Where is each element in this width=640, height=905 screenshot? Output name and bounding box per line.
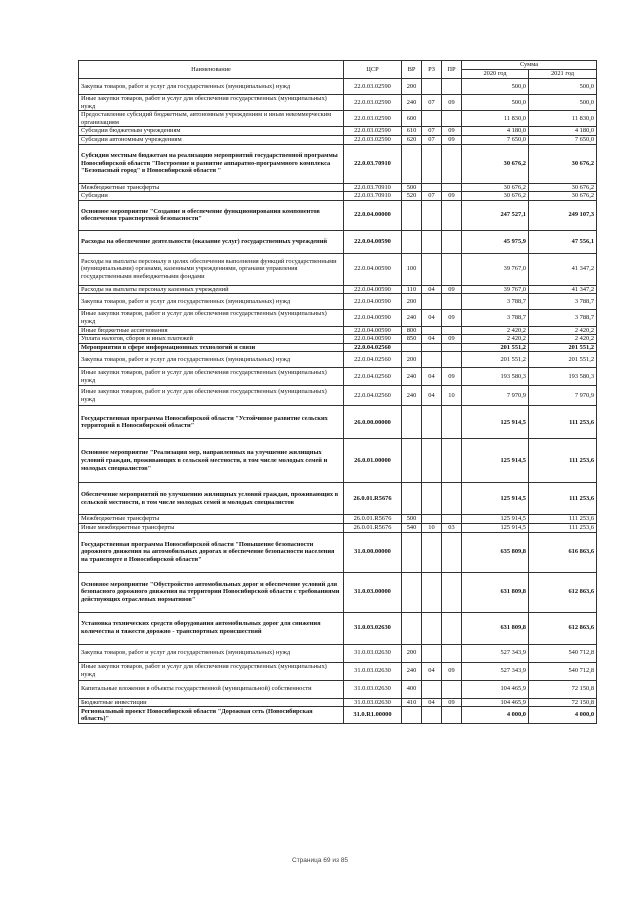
row-pr <box>442 483 462 515</box>
row-pr <box>442 183 462 192</box>
table-row <box>79 698 597 707</box>
row-vr: 240 <box>402 310 422 326</box>
table-row <box>79 644 597 662</box>
header-name: Наименование <box>79 61 344 79</box>
row-vr: 240 <box>402 368 422 386</box>
row-pr: 10 <box>442 386 462 406</box>
row-csr: 26.0.01.00000 <box>344 439 402 483</box>
row-vr <box>402 343 422 352</box>
row-amount-2020: 7 650,0 <box>462 135 529 144</box>
page-number: Страница 69 из 85 <box>292 857 348 864</box>
row-pr: 09 <box>442 310 462 326</box>
row-amount-2020: 500,0 <box>462 79 529 95</box>
row-amount-2020: 7 970,9 <box>462 386 529 406</box>
row-amount-2020: 39 767,0 <box>462 253 529 285</box>
row-name: Основное мероприятие "Создание и обеспечение функционирования компонентов обеспечения транспортной безопасности" <box>79 200 344 230</box>
row-amount-2020: 125 914,5 <box>462 439 529 483</box>
row-name: Иные закупки товаров, работ и услуг для обеспечения государственных (муниципальных) нужд <box>79 95 344 111</box>
table-row <box>79 612 597 644</box>
row-amount-2020: 201 551,2 <box>462 343 529 352</box>
row-name: Иные межбюджетные трансферты <box>79 523 344 532</box>
header-year-2021: 2021 год <box>529 70 597 79</box>
row-rz <box>422 644 442 662</box>
row-amount-2021: 30 676,2 <box>529 144 597 183</box>
row-pr <box>442 111 462 127</box>
table-row <box>79 386 597 406</box>
row-name: Межбюджетные трансферты <box>79 183 344 192</box>
row-name: Установка технических средств оборудования автомобильных дорог для снижения количества и тяжести дорожно - транспортных происшествий <box>79 612 344 644</box>
row-pr <box>442 515 462 524</box>
row-vr: 540 <box>402 523 422 532</box>
row-amount-2020: 104 465,9 <box>462 698 529 707</box>
row-rz <box>422 230 442 253</box>
row-csr: 22.0.04.00590 <box>344 253 402 285</box>
row-vr <box>402 406 422 439</box>
row-pr <box>442 680 462 698</box>
row-rz <box>422 572 442 612</box>
row-pr <box>442 707 462 724</box>
row-pr <box>442 326 462 335</box>
row-amount-2020: 500,0 <box>462 95 529 111</box>
budget-table <box>78 60 597 724</box>
row-rz <box>422 79 442 95</box>
budget-table-container <box>78 60 596 724</box>
row-vr: 200 <box>402 79 422 95</box>
row-rz: 04 <box>422 386 442 406</box>
row-amount-2021: 7 970,9 <box>529 386 597 406</box>
row-vr <box>402 707 422 724</box>
table-row <box>79 135 597 144</box>
table-row <box>79 335 597 344</box>
row-pr <box>442 406 462 439</box>
row-name: Субсидии бюджетным учреждениям <box>79 127 344 136</box>
row-amount-2021: 111 253,6 <box>529 515 597 524</box>
row-amount-2021: 249 107,3 <box>529 200 597 230</box>
row-name: Закупка товаров, работ и услуг для государственных (муниципальных) нужд <box>79 352 344 368</box>
row-csr: 26.0.01.R5676 <box>344 523 402 532</box>
row-amount-2021: 47 556,1 <box>529 230 597 253</box>
row-pr: 09 <box>442 95 462 111</box>
row-csr: 22.0.04.00590 <box>344 294 402 310</box>
row-amount-2021: 72 150,8 <box>529 698 597 707</box>
row-csr: 31.0.03.02630 <box>344 612 402 644</box>
row-amount-2021: 500,0 <box>529 79 597 95</box>
table-row <box>79 326 597 335</box>
table-row <box>79 343 597 352</box>
row-amount-2020: 45 975,9 <box>462 230 529 253</box>
row-rz <box>422 253 442 285</box>
row-rz <box>422 483 442 515</box>
row-name: Предоставление субсидий бюджетным, автономным учреждениям и иным некоммерческим организациям <box>79 111 344 127</box>
row-rz <box>422 111 442 127</box>
table-row <box>79 183 597 192</box>
table-header <box>79 61 597 79</box>
row-amount-2020: 527 343,9 <box>462 644 529 662</box>
row-amount-2020: 3 788,7 <box>462 310 529 326</box>
table-body <box>79 79 597 724</box>
row-vr: 610 <box>402 127 422 136</box>
row-amount-2020: 527 343,9 <box>462 662 529 680</box>
row-csr: 31.0.03.02630 <box>344 644 402 662</box>
row-name: Иные закупки товаров, работ и услуг для обеспечения государственных (муниципальных) нужд <box>79 386 344 406</box>
row-amount-2020: 3 788,7 <box>462 294 529 310</box>
table-row <box>79 406 597 439</box>
row-name: Межбюджетные трансферты <box>79 515 344 524</box>
row-amount-2021: 500,0 <box>529 95 597 111</box>
row-rz <box>422 707 442 724</box>
row-vr <box>402 200 422 230</box>
row-pr <box>442 532 462 572</box>
row-name: Обеспечение мероприятий по улучшению жилищных условий граждан, проживающих в сельской местности, в том числе молодых семей и молодых специалистов <box>79 483 344 515</box>
row-rz <box>422 515 442 524</box>
row-vr: 800 <box>402 326 422 335</box>
row-rz: 04 <box>422 285 442 294</box>
row-vr: 500 <box>402 183 422 192</box>
row-vr: 240 <box>402 386 422 406</box>
row-amount-2020: 125 914,5 <box>462 523 529 532</box>
row-pr <box>442 294 462 310</box>
row-name: Расходы на обеспечение деятельности (оказание услуг) государственных учреждений <box>79 230 344 253</box>
row-csr: 26.0.00.00000 <box>344 406 402 439</box>
row-rz <box>422 144 442 183</box>
row-rz <box>422 406 442 439</box>
row-rz: 07 <box>422 95 442 111</box>
row-pr: 03 <box>442 523 462 532</box>
row-amount-2020: 635 809,8 <box>462 532 529 572</box>
table-row <box>79 572 597 612</box>
row-amount-2020: 631 809,8 <box>462 572 529 612</box>
row-vr: 620 <box>402 135 422 144</box>
row-name: Иные закупки товаров, работ и услуг для обеспечения государственных (муниципальных) нужд <box>79 368 344 386</box>
row-amount-2021: 2 420,2 <box>529 326 597 335</box>
row-pr <box>442 144 462 183</box>
header-sum: Сумма <box>462 61 597 70</box>
row-amount-2020: 631 809,8 <box>462 612 529 644</box>
row-rz <box>422 532 442 572</box>
row-pr <box>442 200 462 230</box>
row-amount-2021: 3 788,7 <box>529 310 597 326</box>
row-csr: 22.0.04.02560 <box>344 386 402 406</box>
row-rz: 07 <box>422 135 442 144</box>
row-amount-2021: 7 650,0 <box>529 135 597 144</box>
row-name: Расходы на выплаты персоналу в целях обеспечения выполнения функций государственными (муниципальными) органами, казенными учреждениями, органами управления государственными внебюджетными фондами <box>79 253 344 285</box>
row-csr: 22.0.03.70910 <box>344 183 402 192</box>
row-vr: 200 <box>402 294 422 310</box>
row-vr: 410 <box>402 698 422 707</box>
row-amount-2020: 125 914,5 <box>462 515 529 524</box>
row-pr: 09 <box>442 127 462 136</box>
row-amount-2021: 111 253,6 <box>529 483 597 515</box>
row-pr <box>442 352 462 368</box>
row-name: Закупка товаров, работ и услуг для государственных (муниципальных) нужд <box>79 79 344 95</box>
row-name: Региональный проект Новосибирской области "Дорожная сеть (Новосибирская область)" <box>79 707 344 724</box>
table-row <box>79 285 597 294</box>
row-csr: 22.0.04.00590 <box>344 310 402 326</box>
row-amount-2021: 540 712,8 <box>529 644 597 662</box>
header-vr: ВР <box>402 61 422 79</box>
row-pr: 09 <box>442 698 462 707</box>
row-csr: 22.0.04.00000 <box>344 200 402 230</box>
row-amount-2021: 111 253,6 <box>529 523 597 532</box>
row-name: Субсидии автономным учреждениям <box>79 135 344 144</box>
row-rz: 04 <box>422 368 442 386</box>
row-vr <box>402 439 422 483</box>
row-name: Капитальные вложения в объекты государственной (муниципальной) собственности <box>79 680 344 698</box>
row-amount-2021: 111 253,6 <box>529 406 597 439</box>
row-amount-2021: 2 420,2 <box>529 335 597 344</box>
row-rz: 07 <box>422 127 442 136</box>
row-csr: 22.0.04.02560 <box>344 368 402 386</box>
row-vr <box>402 612 422 644</box>
row-amount-2020: 193 580,3 <box>462 368 529 386</box>
row-amount-2020: 125 914,5 <box>462 406 529 439</box>
row-rz <box>422 326 442 335</box>
row-pr <box>442 343 462 352</box>
row-pr <box>442 644 462 662</box>
row-amount-2021: 612 863,6 <box>529 572 597 612</box>
row-amount-2020: 4 000,0 <box>462 707 529 724</box>
row-vr: 100 <box>402 253 422 285</box>
row-vr <box>402 483 422 515</box>
row-pr <box>442 253 462 285</box>
row-amount-2021: 111 253,6 <box>529 439 597 483</box>
row-rz: 04 <box>422 335 442 344</box>
row-name: Мероприятия в сфере информационных технологий и связи <box>79 343 344 352</box>
row-name: Иные закупки товаров, работ и услуг для обеспечения государственных (муниципальных) нужд <box>79 662 344 680</box>
row-pr <box>442 439 462 483</box>
table-row <box>79 200 597 230</box>
row-vr: 200 <box>402 352 422 368</box>
row-vr <box>402 572 422 612</box>
row-csr: 22.0.04.00590 <box>344 326 402 335</box>
row-pr <box>442 230 462 253</box>
row-name: Основное мероприятие "Обустройство автомобильных дорог и обеспечение условий для безопасного дорожного движения на территории Новосибирской области с требованиями действующих отраслевых нормативов" <box>79 572 344 612</box>
row-rz <box>422 612 442 644</box>
row-rz: 07 <box>422 192 442 201</box>
row-vr <box>402 230 422 253</box>
row-pr: 09 <box>442 192 462 201</box>
table-row <box>79 662 597 680</box>
row-name: Иные бюджетные ассигнования <box>79 326 344 335</box>
row-amount-2020: 2 420,2 <box>462 335 529 344</box>
row-csr: 31.0.03.02630 <box>344 662 402 680</box>
row-rz: 04 <box>422 310 442 326</box>
row-rz <box>422 343 442 352</box>
row-vr: 110 <box>402 285 422 294</box>
row-csr: 22.0.04.00590 <box>344 335 402 344</box>
table-row <box>79 294 597 310</box>
row-amount-2021: 11 830,0 <box>529 111 597 127</box>
row-amount-2021: 612 863,6 <box>529 612 597 644</box>
row-csr: 22.0.03.02590 <box>344 79 402 95</box>
table-row <box>79 523 597 532</box>
row-csr: 22.0.03.70910 <box>344 192 402 201</box>
row-rz <box>422 200 442 230</box>
row-name: Расходы на выплаты персоналу казенных учреждений <box>79 285 344 294</box>
row-pr: 09 <box>442 368 462 386</box>
row-csr: 26.0.01.R5676 <box>344 483 402 515</box>
row-amount-2020: 201 551,2 <box>462 352 529 368</box>
row-vr: 500 <box>402 515 422 524</box>
row-amount-2021: 201 551,2 <box>529 343 597 352</box>
row-amount-2020: 30 676,2 <box>462 192 529 201</box>
table-row <box>79 253 597 285</box>
row-rz <box>422 439 442 483</box>
row-pr <box>442 79 462 95</box>
row-pr: 09 <box>442 285 462 294</box>
row-amount-2021: 201 551,2 <box>529 352 597 368</box>
header-csr: ЦСР <box>344 61 402 79</box>
row-vr <box>402 144 422 183</box>
row-amount-2021: 72 150,8 <box>529 680 597 698</box>
row-csr: 31.0.03.02630 <box>344 680 402 698</box>
row-csr: 22.0.03.02590 <box>344 127 402 136</box>
row-csr: 22.0.03.02590 <box>344 95 402 111</box>
table-row <box>79 144 597 183</box>
table-row <box>79 680 597 698</box>
row-csr: 22.0.03.70910 <box>344 144 402 183</box>
row-amount-2020: 2 420,2 <box>462 326 529 335</box>
table-row <box>79 439 597 483</box>
row-amount-2020: 39 767,0 <box>462 285 529 294</box>
row-name: Субсидии местным бюджетам на реализацию мероприятий государственной программы Новосибирской области "Построение и развитие аппаратно-программного комплекса "Безопасный город" в Новосибирской области " <box>79 144 344 183</box>
table-row <box>79 368 597 386</box>
row-amount-2021: 616 863,6 <box>529 532 597 572</box>
row-name: Государственная программа Новосибирской области "Устойчивое развитие сельских территорий в Новосибирской области" <box>79 406 344 439</box>
row-csr: 22.0.03.02590 <box>344 135 402 144</box>
row-vr: 200 <box>402 644 422 662</box>
row-amount-2021: 3 788,7 <box>529 294 597 310</box>
row-pr: 09 <box>442 135 462 144</box>
table-row <box>79 352 597 368</box>
row-rz: 04 <box>422 698 442 707</box>
row-csr: 31.0.R1.00000 <box>344 707 402 724</box>
row-vr: 240 <box>402 662 422 680</box>
row-name: Закупка товаров, работ и услуг для государственных (муниципальных) нужд <box>79 294 344 310</box>
row-csr: 22.0.04.00590 <box>344 230 402 253</box>
row-amount-2020: 4 180,0 <box>462 127 529 136</box>
row-name: Иные закупки товаров, работ и услуг для обеспечения государственных (муниципальных) нужд <box>79 310 344 326</box>
row-rz: 04 <box>422 662 442 680</box>
row-amount-2021: 30 676,2 <box>529 192 597 201</box>
row-amount-2021: 41 347,2 <box>529 285 597 294</box>
row-vr: 400 <box>402 680 422 698</box>
row-rz <box>422 352 442 368</box>
table-row <box>79 192 597 201</box>
table-row <box>79 532 597 572</box>
row-vr <box>402 532 422 572</box>
row-amount-2020: 30 676,2 <box>462 183 529 192</box>
table-row <box>79 230 597 253</box>
row-csr: 31.0.00.00000 <box>344 532 402 572</box>
row-vr: 850 <box>402 335 422 344</box>
row-amount-2021: 4 180,0 <box>529 127 597 136</box>
header-pr: ПР <box>442 61 462 79</box>
table-row <box>79 79 597 95</box>
row-amount-2020: 11 830,0 <box>462 111 529 127</box>
row-vr: 240 <box>402 95 422 111</box>
row-name: Основное мероприятие "Реализация мер, направленных на улучшение жилищных условий граждан, проживающих в сельской местности, в том числе молодых семей и молодых специалистов" <box>79 439 344 483</box>
row-csr: 22.0.03.02590 <box>344 111 402 127</box>
row-pr <box>442 572 462 612</box>
row-csr: 31.0.03.02630 <box>344 698 402 707</box>
table-row <box>79 310 597 326</box>
table-row <box>79 707 597 724</box>
row-rz <box>422 294 442 310</box>
table-row <box>79 127 597 136</box>
row-name: Закупка товаров, работ и услуг для государственных (муниципальных) нужд <box>79 644 344 662</box>
row-amount-2021: 4 000,0 <box>529 707 597 724</box>
row-pr: 09 <box>442 335 462 344</box>
row-rz <box>422 680 442 698</box>
row-amount-2021: 540 712,8 <box>529 662 597 680</box>
row-name: Государственная программа Новосибирской области "Повышение безопасности дорожного движения на автомобильных дорогах и обеспечение безопасности населения на транспорте в Новосибирской области" <box>79 532 344 572</box>
row-amount-2020: 125 914,5 <box>462 483 529 515</box>
row-csr: 22.0.04.00590 <box>344 285 402 294</box>
table-row <box>79 483 597 515</box>
row-name: Уплата налогов, сборов и иных платежей <box>79 335 344 344</box>
table-row <box>79 111 597 127</box>
row-vr: 600 <box>402 111 422 127</box>
row-amount-2021: 193 580,3 <box>529 368 597 386</box>
row-vr: 520 <box>402 192 422 201</box>
row-amount-2021: 41 347,2 <box>529 253 597 285</box>
row-name: Субсидии <box>79 192 344 201</box>
row-csr: 22.0.04.02560 <box>344 352 402 368</box>
row-csr: 31.0.03.00000 <box>344 572 402 612</box>
table-row <box>79 95 597 111</box>
row-rz: 10 <box>422 523 442 532</box>
row-amount-2021: 30 676,2 <box>529 183 597 192</box>
row-csr: 22.0.04.02560 <box>344 343 402 352</box>
row-amount-2020: 30 676,2 <box>462 144 529 183</box>
row-pr: 09 <box>442 662 462 680</box>
table-row <box>79 515 597 524</box>
row-csr: 26.0.01.R5676 <box>344 515 402 524</box>
row-amount-2020: 104 465,9 <box>462 680 529 698</box>
header-rz: РЗ <box>422 61 442 79</box>
row-amount-2020: 247 527,1 <box>462 200 529 230</box>
row-rz <box>422 183 442 192</box>
row-name: Бюджетные инвестиции <box>79 698 344 707</box>
header-year-2020: 2020 год <box>462 70 529 79</box>
row-pr <box>442 612 462 644</box>
